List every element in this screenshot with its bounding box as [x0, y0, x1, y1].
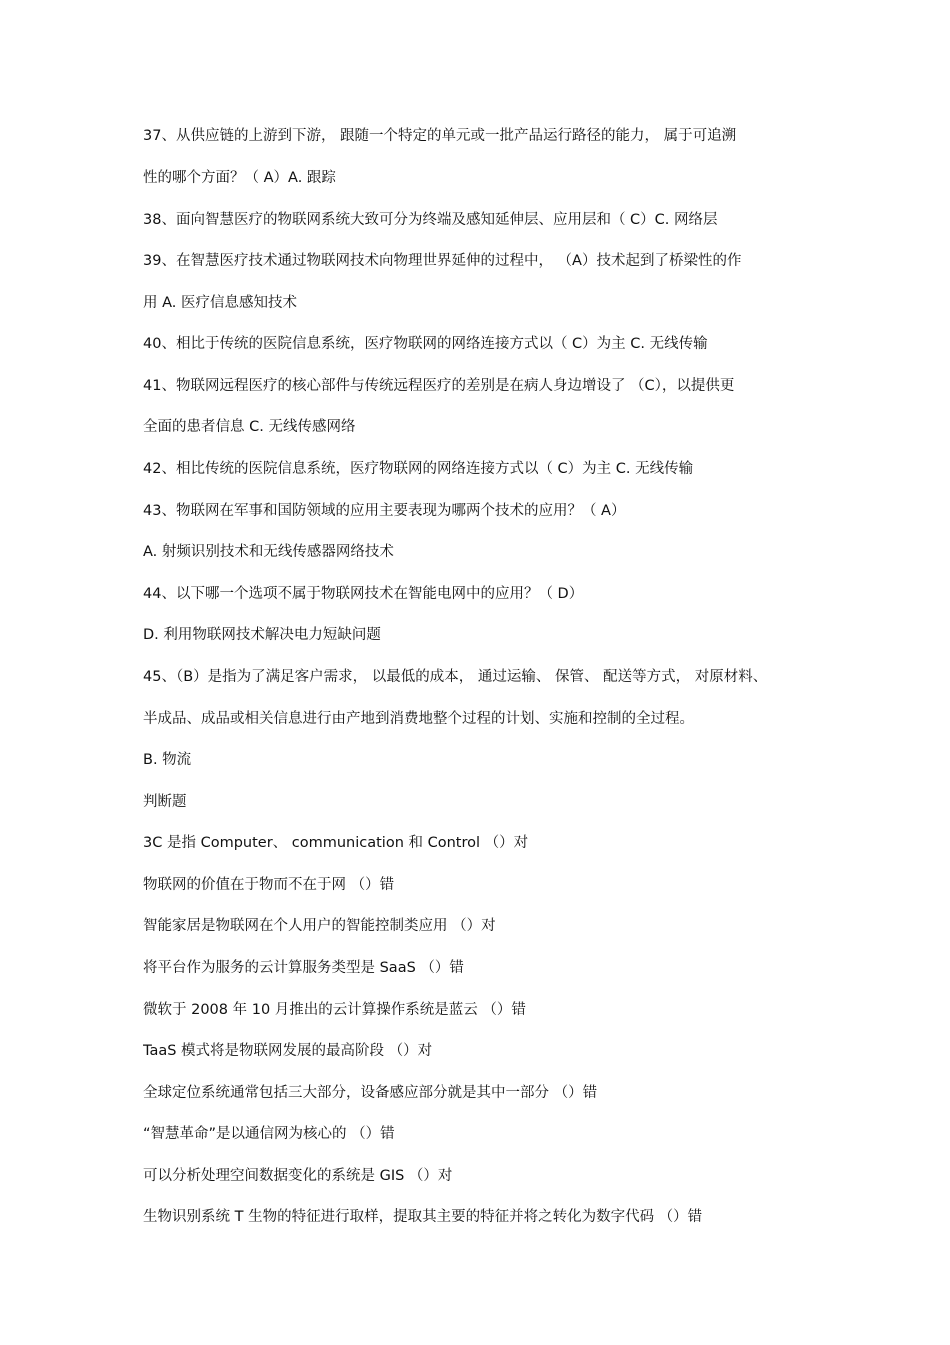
text-line: 3C 是指 Computer、 communication 和 Control （）对 [143, 835, 529, 851]
text-line: 全球定位系统通常包括三大部分，设备感应部分就是其中一部分 （）错 [143, 1085, 598, 1101]
text-line: “智慧革命”是以通信网为核心的 （）错 [143, 1126, 395, 1142]
text-line: 生物识别系统 T 生物的特征进行取样，提取其主要的特征并将之转化为数字代码 （）错 [143, 1209, 703, 1225]
text-line: D. 利用物联网技术解决电力短缺问题 [143, 627, 381, 643]
text-line: 半成品、成品或相关信息进行由产地到消费地整个过程的计划、实施和控制的全过程。 [143, 711, 694, 727]
text-line: 40、相比于传统的医院信息系统，医疗物联网的网络连接方式以（ C）为主 C. 无线传输 [143, 336, 708, 352]
text-line: 41、物联网远程医疗的核心部件与传统远程医疗的差别是在病人身边增设了 （C），以提供更 [143, 378, 735, 394]
text-line: 用 A. 医疗信息感知技术 [143, 295, 297, 311]
text-line: 将平台作为服务的云计算服务类型是 SaaS （）错 [143, 960, 464, 976]
text-line: 微软于 2008 年 10 月推出的云计算操作系统是蓝云 （）错 [143, 1002, 526, 1018]
text-line: 物联网的价值在于物而不在于网 （）错 [143, 877, 395, 893]
text-line: 38、面向智慧医疗的物联网系统大致可分为终端及感知延伸层、应用层和（ C）C. 网络层 [143, 212, 718, 228]
text-line: 42、相比传统的医院信息系统，医疗物联网的网络连接方式以（ C）为主 C. 无线传输 [143, 461, 694, 477]
text-line: 可以分析处理空间数据变化的系统是 GIS （）对 [143, 1168, 453, 1184]
text-line: TaaS 模式将是物联网发展的最高阶段 （）对 [143, 1043, 433, 1059]
text-line: B. 物流 [143, 752, 192, 768]
text-line: 性的哪个方面？（ A）A. 跟踪 [143, 170, 336, 186]
text-line: 45、（B）是指为了满足客户需求， 以最低的成本， 通过运输、 保管、 配送等方式， 对原材料、 [143, 669, 768, 685]
text-line: 37、从供应链的上游到下游， 跟随一个特定的单元或一批产品运行路径的能力， 属于可追溯 [143, 128, 737, 144]
text-line: 43、物联网在军事和国防领域的应用主要表现为哪两个技术的应用？（ A） [143, 503, 626, 519]
text-line: 全面的患者信息 C. 无线传感网络 [143, 419, 356, 435]
text-line: 44、以下哪一个选项不属于物联网技术在智能电网中的应用？（ D） [143, 586, 584, 602]
text-line: 智能家居是物联网在个人用户的智能控制类应用 （）对 [143, 918, 496, 934]
text-line: 39、在智慧医疗技术通过物联网技术向物理世界延伸的过程中， （A）技术起到了桥梁性的作 [143, 253, 742, 269]
text-line: A. 射频识别技术和无线传感器网络技术 [143, 544, 394, 560]
section-heading: 判断题 [143, 794, 187, 810]
